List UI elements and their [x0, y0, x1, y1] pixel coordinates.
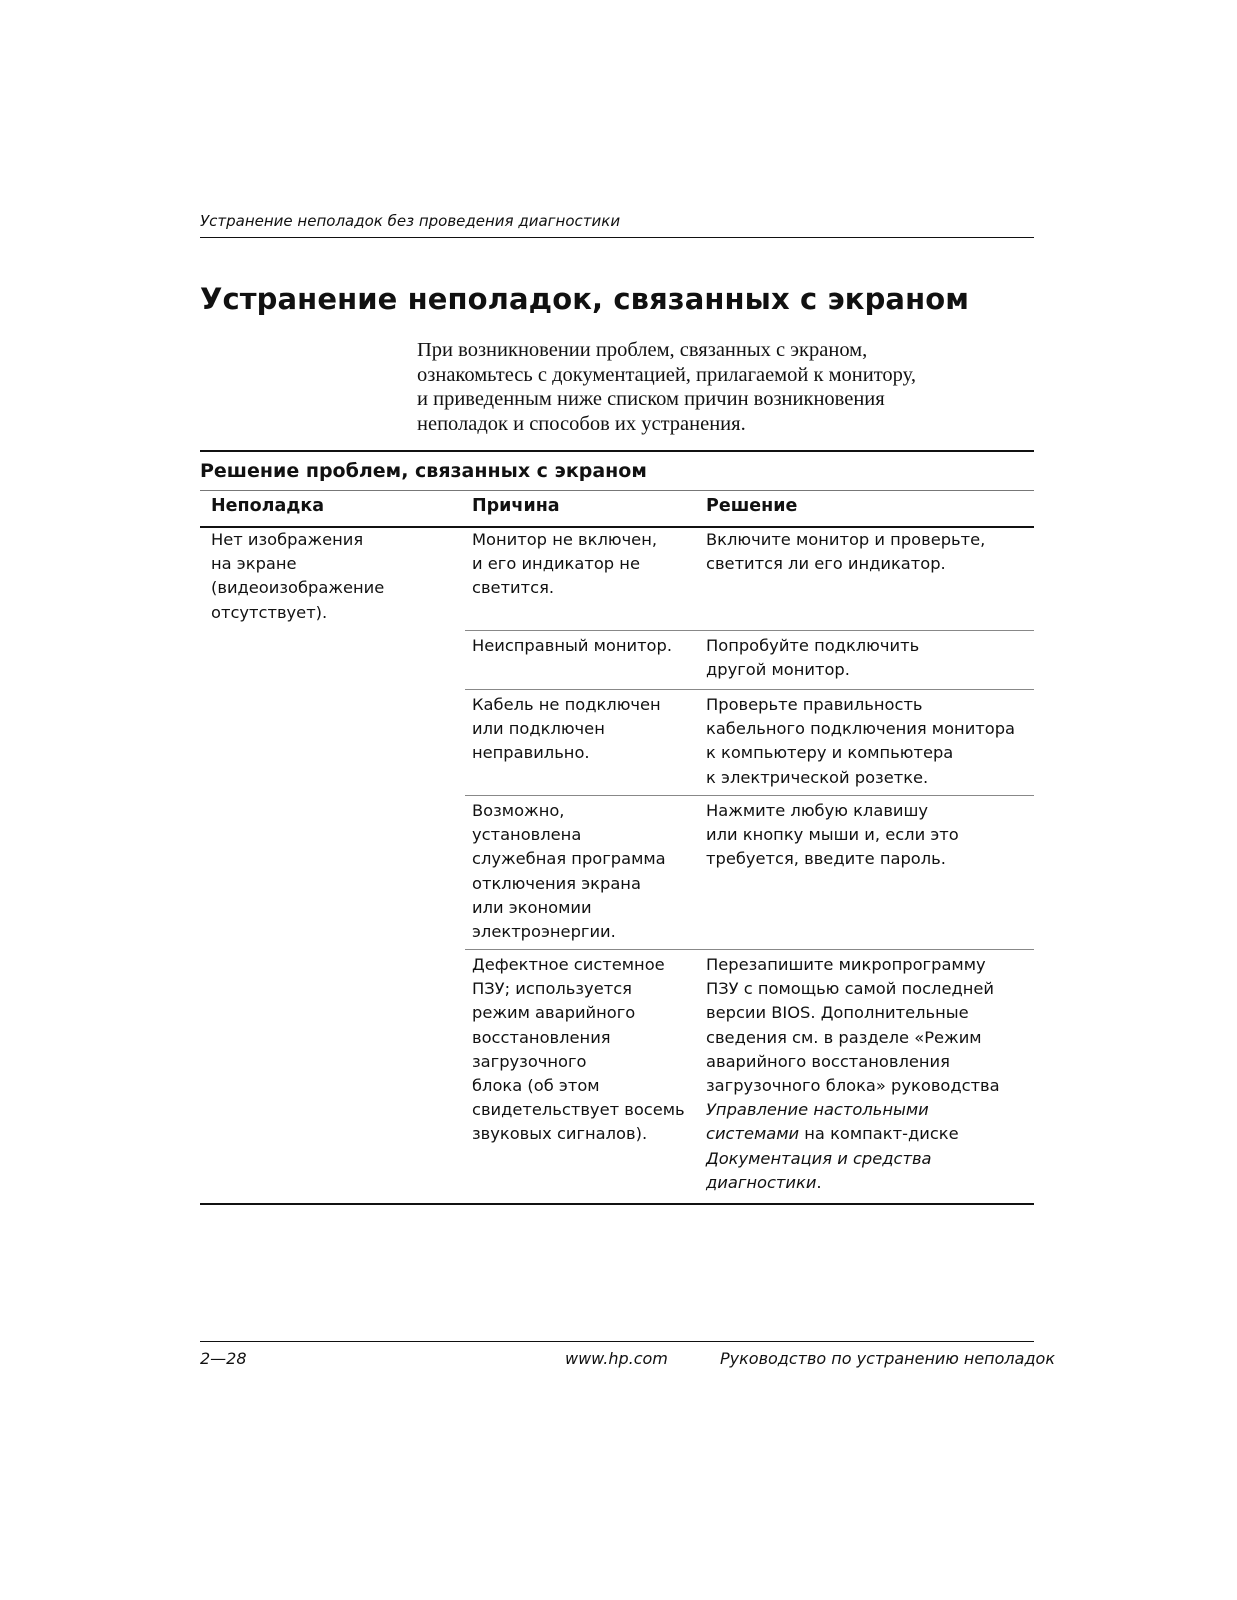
table-title-divider: [200, 490, 1034, 491]
table-title: Решение проблем, связанных с экраном: [200, 460, 647, 482]
row-divider: [465, 795, 1034, 796]
solution-cell-1: Включите монитор и проверьте, светится ли его индикатор.: [706, 530, 986, 574]
manual-title: Управление настольными системами: [706, 1100, 929, 1144]
intro-paragraph: При возникновении проблем, связанных с экраном, ознакомьтесь с документацией, прилагаемой к монитору, и приведенным ниже списком причин возникновения неполадок и способов их устранения.: [417, 339, 916, 435]
cd-title: Документация и средства диагностики: [706, 1148, 932, 1192]
solution-text-end: .: [816, 1172, 822, 1192]
page-title: Устранение неполадок, связанных с экраном: [200, 282, 970, 316]
column-header-cause: Причина: [472, 496, 560, 516]
cause-cell-1: Монитор не включен, и его индикатор не светится.: [472, 530, 658, 598]
column-header-solution: Решение: [706, 496, 798, 516]
footer-guide-title: Руководство по устранению неполадок: [720, 1349, 1055, 1368]
cause-cell-4: Возможно, установлена служебная программа отключения экрана или экономии электроэнергии.: [472, 801, 666, 942]
row-divider: [465, 630, 1034, 631]
row-divider: [465, 689, 1034, 690]
solution-cell-4: Нажмите любую клавишу или кнопку мыши и, если это требуется, введите пароль.: [706, 801, 959, 869]
row-divider: [465, 949, 1034, 950]
footer-divider: [200, 1341, 1034, 1342]
problem-cell: Нет изображения на экране (видеоизображение отсутствует).: [211, 530, 385, 622]
solution-cell-2: Попробуйте подключить другой монитор.: [706, 636, 920, 680]
cause-cell-2: Неисправный монитор.: [472, 636, 673, 655]
footer-url: www.hp.com: [565, 1349, 668, 1368]
table-top-rule: [200, 450, 1034, 452]
header-divider: [200, 237, 1034, 238]
solution-cell-3: Проверьте правильность кабельного подключения монитора к компьютеру и компьютера к электрической розетке.: [706, 695, 1016, 787]
cause-cell-3: Кабель не подключен или подключен неправильно.: [472, 695, 661, 763]
page-number: 2—28: [200, 1349, 247, 1368]
solution-text: Перезапишите микропрограмму ПЗУ с помощью самой последней версии BIOS. Дополнительные сведения см. в разделе «Режим аварийного восстановления загрузочного блока» руководства: [706, 955, 1000, 1096]
solution-cell-5: [706, 953, 1036, 1195]
table-bottom-rule: [200, 1203, 1034, 1205]
running-header: Устранение неполадок без проведения диагностики: [200, 212, 621, 230]
cause-cell-5: Дефектное системное ПЗУ; используется режим аварийного восстановления загрузочного блока (об этом свидетельствует восемь звуковых сигналов).: [472, 955, 685, 1144]
solution-text-cd: на компакт-диске: [799, 1124, 959, 1144]
column-header-problem: Неполадка: [211, 496, 325, 516]
